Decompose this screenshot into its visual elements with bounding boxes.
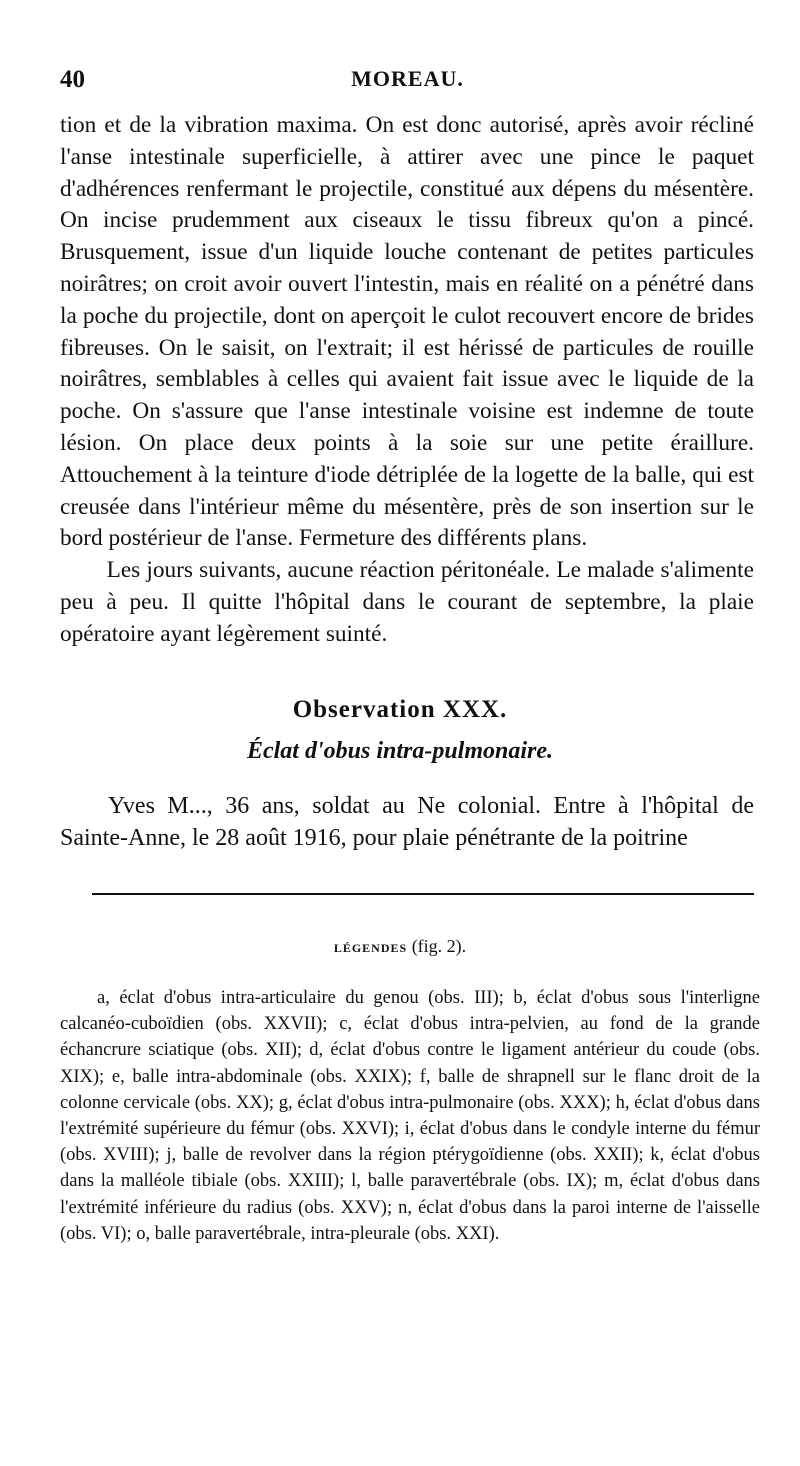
running-head: MOREAU. [351,66,464,91]
page-header [60,66,755,100]
legend-text: a, éclat d'obus intra-articulaire du genou (obs. III); b, éclat d'obus sous l'interligne calcanéo-cuboïdien (obs. XXVII); c, éclat d'obus intra-pelvien, au fond de la grande échancrure sciatique (obs. XII); d, éclat d'obus contre le ligament antérieur du coude (obs. XIX); e, balle intra-abdominale (obs. XXIX); f, balle de shrapnell sur le flanc droit de la colonne cervicale (obs. XX); g, éclat d'obus intra-pulmonaire (obs. XXX); h, éclat d'obus dans l'extrémité supérieure du fémur (obs. XXVI); i, éclat d'obus dans le condyle interne du fémur (obs. XVIII); j, balle de revolver dans la région ptérygoïdienne (obs. XXII); k, éclat d'obus dans la malléole tibiale (obs. XXIII); l, balle paravertébrale (obs. IX); m, éclat d'obus dans l'extrémité inférieure du radius (obs. XXV); n, éclat d'obus dans la paroi interne de l'aisselle (obs. VI); o, balle paravertébrale, intra-pleurale (obs. XXI). [60,988,760,1244]
legend-title [0,936,800,957]
observation-text: Yves M..., 36 ans, soldat au Ne colonial. Entre à l'hôpital de Sainte-Anne, le 28 août 1916, pour plaie pénétrante de la poitrine [60,793,754,851]
page-number: 40 [60,66,85,93]
footnote-rule [92,893,754,895]
observation-title: Observation XXX. [292,696,508,723]
legend-title-suffix: (fig. 2). [411,936,467,956]
paragraph-2: Les jours suivants, aucune réaction péritonéale. Le malade s'alimente peu à peu. Il quitte l'hôpital dans le courant de septembre, la plaie opératoire ayant légèrement suinté. [60,557,754,647]
paragraph-1: tion et de la vibration maxima. On est donc autorisé, après avoir récliné l'anse intestinale superficielle, à attirer avec une pince le paquet d'adhérences renfermant le projectile, constitué aux dépens du mésentère. On incise prudemment aux ciseaux le tissu fibreux qu'on a pincé. Brusquement, issue d'un liquide louche contenant de petites particules noirâtres; on croit avoir ouvert l'intestin, mais en réalité on a pénétré dans la poche du projectile, dont on aperçoit le culot recouvert encore de brides fibreuses. On le saisit, on l'extrait; il est hérissé de particules de rouille noirâtres, semblables à celles qui avaient fait issue avec le liquide de la poche. On s'assure que l'anse intestinale voisine est indemne de toute lésion. On place deux points à la soie sur une petite éraillure. Attouchement à la teinture d'iode détriplée de la logette de la balle, qui est creusée dans l'intérieur même du mésentère, près de son insertion sur le bord postérieur de l'anse. Fermeture des différents plans. [60,112,754,552]
continued-text [60,110,754,651]
legend-title-prefix: LÉGENDES [333,941,408,955]
observation-subtitle: Éclat d'obus intra-pulmonaire. [246,738,554,764]
